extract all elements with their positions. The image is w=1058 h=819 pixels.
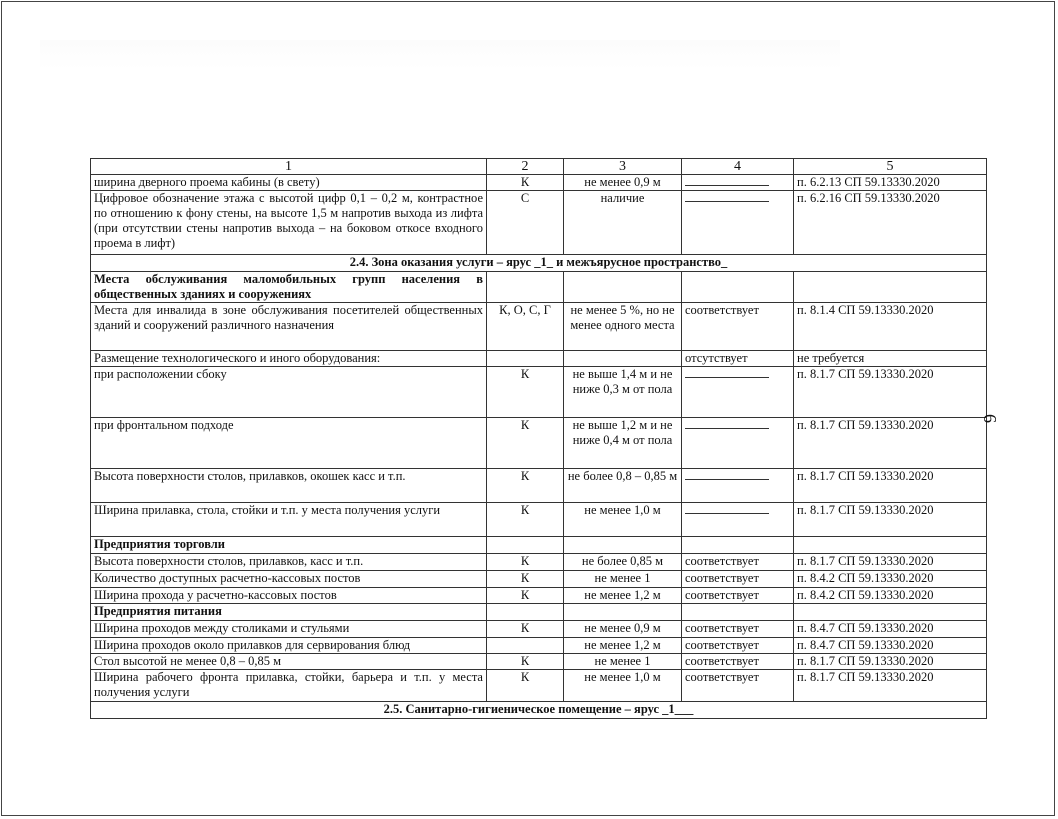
requirement-cell: при фронтальном подходе [91, 418, 487, 469]
requirement-cell: Размещение технологического и иного оборудования: [91, 351, 487, 367]
category-cell: К [487, 418, 564, 469]
requirement-cell: Цифровое обозначение этажа с высотой цифр 0,1 – 0,2 м, контрастное по отношению к фону стены, на высоте 1,5 м напротив выхода из лифта (при отсутствии стены напротив выхода – на боковом откосе входного проема в лифт) [91, 191, 487, 255]
page-number: 6 [980, 414, 1000, 423]
actual-value-cell [682, 503, 794, 537]
requirement-cell: Ширина проходов около прилавков для сервирования блюд [91, 638, 487, 654]
column-header-1: 1 [91, 159, 487, 175]
group-heading-row [91, 604, 987, 621]
group-heading: Предприятия питания [91, 604, 487, 621]
actual-value-cell [682, 367, 794, 418]
reference-cell: п. 6.2.13 СП 59.13330.2020 [794, 175, 987, 191]
table-row [91, 654, 987, 670]
reference-cell: п. 8.1.7 СП 59.13330.2020 [794, 418, 987, 469]
category-cell: К [487, 554, 564, 571]
reference-cell: п. 8.1.7 СП 59.13330.2020 [794, 554, 987, 571]
norm-value-cell: не менее 1,2 м [564, 588, 682, 604]
reference-cell: не требуется [794, 351, 987, 367]
table-row [91, 351, 987, 367]
table-row [91, 571, 987, 588]
empty-cell [564, 537, 682, 554]
norm-value-cell: не менее 0,9 м [564, 621, 682, 638]
category-cell: К [487, 469, 564, 503]
norm-value-cell: не менее 5 %, но не менее одного места [564, 303, 682, 351]
actual-value-cell: соответствует [682, 621, 794, 638]
reference-cell: п. 8.1.7 СП 59.13330.2020 [794, 367, 987, 418]
requirements-table [90, 158, 987, 719]
category-cell: К [487, 670, 564, 702]
group-heading-row [91, 537, 987, 554]
empty-cell [794, 272, 987, 303]
column-header-4: 4 [682, 159, 794, 175]
actual-value-cell [682, 418, 794, 469]
group-heading: Предприятия торговли [91, 537, 487, 554]
category-cell: К [487, 367, 564, 418]
empty-cell [794, 604, 987, 621]
norm-value-cell: не более 0,8 – 0,85 м [564, 469, 682, 503]
section-heading: 2.4. Зона оказания услуги – ярус _1_ и межъярусное пространство_ [91, 255, 987, 272]
requirement-cell: Количество доступных расчетно-кассовых постов [91, 571, 487, 588]
requirement-cell: Ширина проходов между столиками и стульями [91, 621, 487, 638]
empty-cell [682, 537, 794, 554]
actual-value-cell [682, 469, 794, 503]
actual-value-cell [682, 175, 794, 191]
reference-cell: п. 8.4.7 СП 59.13330.2020 [794, 621, 987, 638]
requirement-cell: Высота поверхности столов, прилавков, касс и т.п. [91, 554, 487, 571]
empty-cell [682, 604, 794, 621]
reference-cell: п. 8.1.7 СП 59.13330.2020 [794, 503, 987, 537]
empty-cell [487, 272, 564, 303]
empty-cell [487, 537, 564, 554]
empty-cell [487, 604, 564, 621]
blank-fill-line [685, 418, 769, 429]
blank-fill-line [685, 367, 769, 378]
requirement-cell: ширина дверного проема кабины (в свету) [91, 175, 487, 191]
requirement-cell: Места для инвалида в зоне обслуживания посетителей общественных зданий и сооружений различного назначения [91, 303, 487, 351]
reference-cell: п. 6.2.16 СП 59.13330.2020 [794, 191, 987, 255]
blank-fill-line [685, 191, 769, 202]
actual-value-cell: соответствует [682, 554, 794, 571]
category-cell: К [487, 571, 564, 588]
actual-value-cell: соответствует [682, 588, 794, 604]
requirement-cell: Стол высотой не менее 0,8 – 0,85 м [91, 654, 487, 670]
reference-cell: п. 8.4.2 СП 59.13330.2020 [794, 588, 987, 604]
category-cell [487, 351, 564, 367]
table-row [91, 175, 987, 191]
group-heading-row [91, 272, 987, 303]
category-cell: К, О, С, Г [487, 303, 564, 351]
category-cell: К [487, 621, 564, 638]
norm-value-cell: не менее 0,9 м [564, 175, 682, 191]
scan-shadow [40, 40, 840, 70]
table-row [91, 670, 987, 702]
empty-cell [794, 537, 987, 554]
actual-value-cell: соответствует [682, 571, 794, 588]
requirement-cell: Ширина рабочего фронта прилавка, стойки, барьера и т.п. у места получения услуги [91, 670, 487, 702]
reference-cell: п. 8.1.7 СП 59.13330.2020 [794, 469, 987, 503]
actual-value-cell [682, 191, 794, 255]
category-cell: К [487, 175, 564, 191]
table-row [91, 191, 987, 255]
blank-fill-line [685, 175, 769, 186]
category-cell [487, 638, 564, 654]
category-cell: К [487, 503, 564, 537]
norm-value-cell: наличие [564, 191, 682, 255]
table-header-row [91, 159, 987, 175]
reference-cell: п. 8.1.4 СП 59.13330.2020 [794, 303, 987, 351]
table-row [91, 469, 987, 503]
requirement-cell: при расположении сбоку [91, 367, 487, 418]
table-row [91, 367, 987, 418]
table-row [91, 638, 987, 654]
norm-value-cell: не менее 1 [564, 571, 682, 588]
table-row [91, 554, 987, 571]
empty-cell [564, 604, 682, 621]
table-row [91, 588, 987, 604]
norm-value-cell: не выше 1,2 м и не ниже 0,4 м от пола [564, 418, 682, 469]
requirement-cell: Ширина прилавка, стола, стойки и т.п. у места получения услуги [91, 503, 487, 537]
table-row [91, 303, 987, 351]
actual-value-cell: соответствует [682, 638, 794, 654]
blank-fill-line [685, 503, 769, 514]
group-heading: Места обслуживания маломобильных групп населения в общественных зданиях и сооружениях [91, 272, 487, 303]
norm-value-cell: не менее 1,0 м [564, 503, 682, 537]
column-header-2: 2 [487, 159, 564, 175]
table-row [91, 503, 987, 537]
category-cell: К [487, 588, 564, 604]
blank-fill-line [685, 469, 769, 480]
requirement-cell: Высота поверхности столов, прилавков, окошек касс и т.п. [91, 469, 487, 503]
category-cell: К [487, 654, 564, 670]
norm-value-cell: не менее 1,0 м [564, 670, 682, 702]
requirement-cell: Ширина прохода у расчетно-кассовых постов [91, 588, 487, 604]
section-heading-row [91, 255, 987, 272]
column-header-5: 5 [794, 159, 987, 175]
norm-value-cell [564, 351, 682, 367]
column-header-3: 3 [564, 159, 682, 175]
reference-cell: п. 8.1.7 СП 59.13330.2020 [794, 670, 987, 702]
actual-value-cell: соответствует [682, 654, 794, 670]
actual-value-cell: отсутствует [682, 351, 794, 367]
reference-cell: п. 8.1.7 СП 59.13330.2020 [794, 654, 987, 670]
empty-cell [682, 272, 794, 303]
norm-value-cell: не менее 1 [564, 654, 682, 670]
reference-cell: п. 8.4.7 СП 59.13330.2020 [794, 638, 987, 654]
section-heading: 2.5. Санитарно-гигиеническое помещение – ярус _1___ [91, 702, 987, 719]
actual-value-cell: соответствует [682, 670, 794, 702]
norm-value-cell: не выше 1,4 м и не ниже 0,3 м от пола [564, 367, 682, 418]
empty-cell [564, 272, 682, 303]
norm-value-cell: не менее 1,2 м [564, 638, 682, 654]
actual-value-cell: соответствует [682, 303, 794, 351]
norm-value-cell: не более 0,85 м [564, 554, 682, 571]
table-row [91, 418, 987, 469]
section-heading-row [91, 702, 987, 719]
reference-cell: п. 8.4.2 СП 59.13330.2020 [794, 571, 987, 588]
category-cell: С [487, 191, 564, 255]
table-row [91, 621, 987, 638]
